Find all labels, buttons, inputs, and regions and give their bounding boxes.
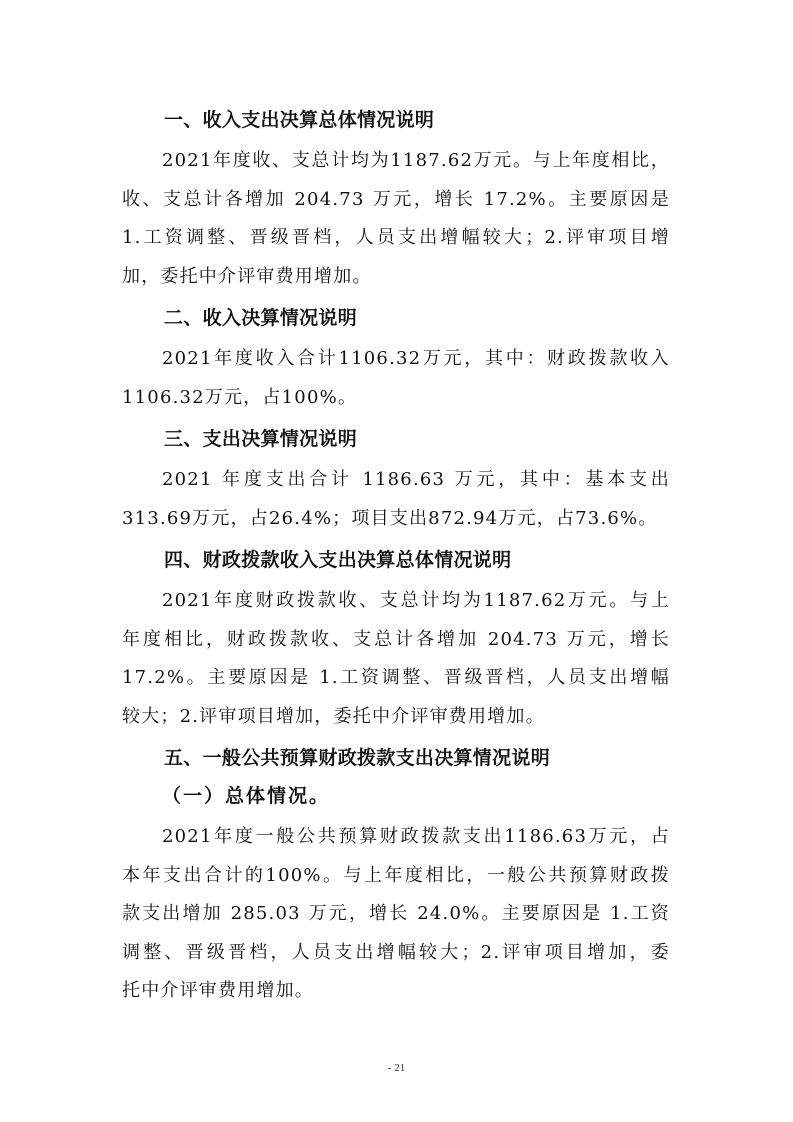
paragraph-line: 年度相比，财政拨款收、支总计各增加 204.73 万元，增长 [122,628,670,650]
paragraph-line: 加，委托中介评审费用增加。 [122,265,372,287]
paragraph-line: 较大；2.评审项目增加，委托中介评审费用增加。 [122,705,545,727]
section-paragraph-3 [122,461,670,538]
section-heading-2: 二、收入决算情况说明 [164,307,358,329]
section-paragraph-4 [122,582,670,736]
paragraph-line: 调整、晋级晋档，人员支出增幅较大；2.评审项目增加，委 [122,941,670,963]
paragraph-line: 收、支总计各增加 204.73 万元，增长 17.2%。主要原因是 [122,188,670,210]
section-subheading-5-1: （一）总体情况。 [162,785,331,807]
section-heading-1: 一、收入支出决算总体情况说明 [164,109,435,131]
section-paragraph-1 [122,142,670,296]
section-paragraph-2 [122,340,670,417]
paragraph-line: 2021年度一般公共预算财政拨款支出1186.63万元，占 [162,826,670,847]
paragraph-line: 17.2%。主要原因是 1.工资调整、晋级晋档，人员支出增幅 [122,667,670,688]
paragraph-line: 1106.32万元，占100%。 [122,386,358,408]
page-number: - 21 [387,1062,406,1074]
paragraph-line: 2021年度收、支总计均为1187.62万元。与上年度相比， [162,150,670,171]
paragraph-line: 1.工资调整、晋级晋档，人员支出增幅较大；2.评审项目增 [122,227,670,248]
paragraph-line: 本年支出合计的100%。与上年度相比，一般公共预算财政拨 [122,864,670,886]
paragraph-line: 款支出增加 285.03 万元，增长 24.0%。主要原因是 1.工资 [122,903,670,924]
section-heading-5: 五、一般公共预算财政拨款支出决算情况说明 [164,747,551,769]
paragraph-line: 2021年度财政拨款收、支总计均为1187.62万元。与上 [162,590,670,611]
paragraph-line: 313.69万元，占26.4%；项目支出872.94万元，占73.6%。 [122,507,658,529]
section-heading-3: 三、支出决算情况说明 [164,428,358,450]
paragraph-line: 2021 年度支出合计 1186.63 万元，其中：基本支出 [162,469,670,490]
paragraph-line: 2021年度收入合计1106.32万元，其中：财政拨款收入 [162,348,670,369]
section-paragraph-5 [122,818,670,1011]
paragraph-line: 托中介评审费用增加。 [122,980,314,1001]
section-heading-4: 四、财政拨款收入支出决算总体情况说明 [164,549,512,571]
document-body [122,104,670,1017]
